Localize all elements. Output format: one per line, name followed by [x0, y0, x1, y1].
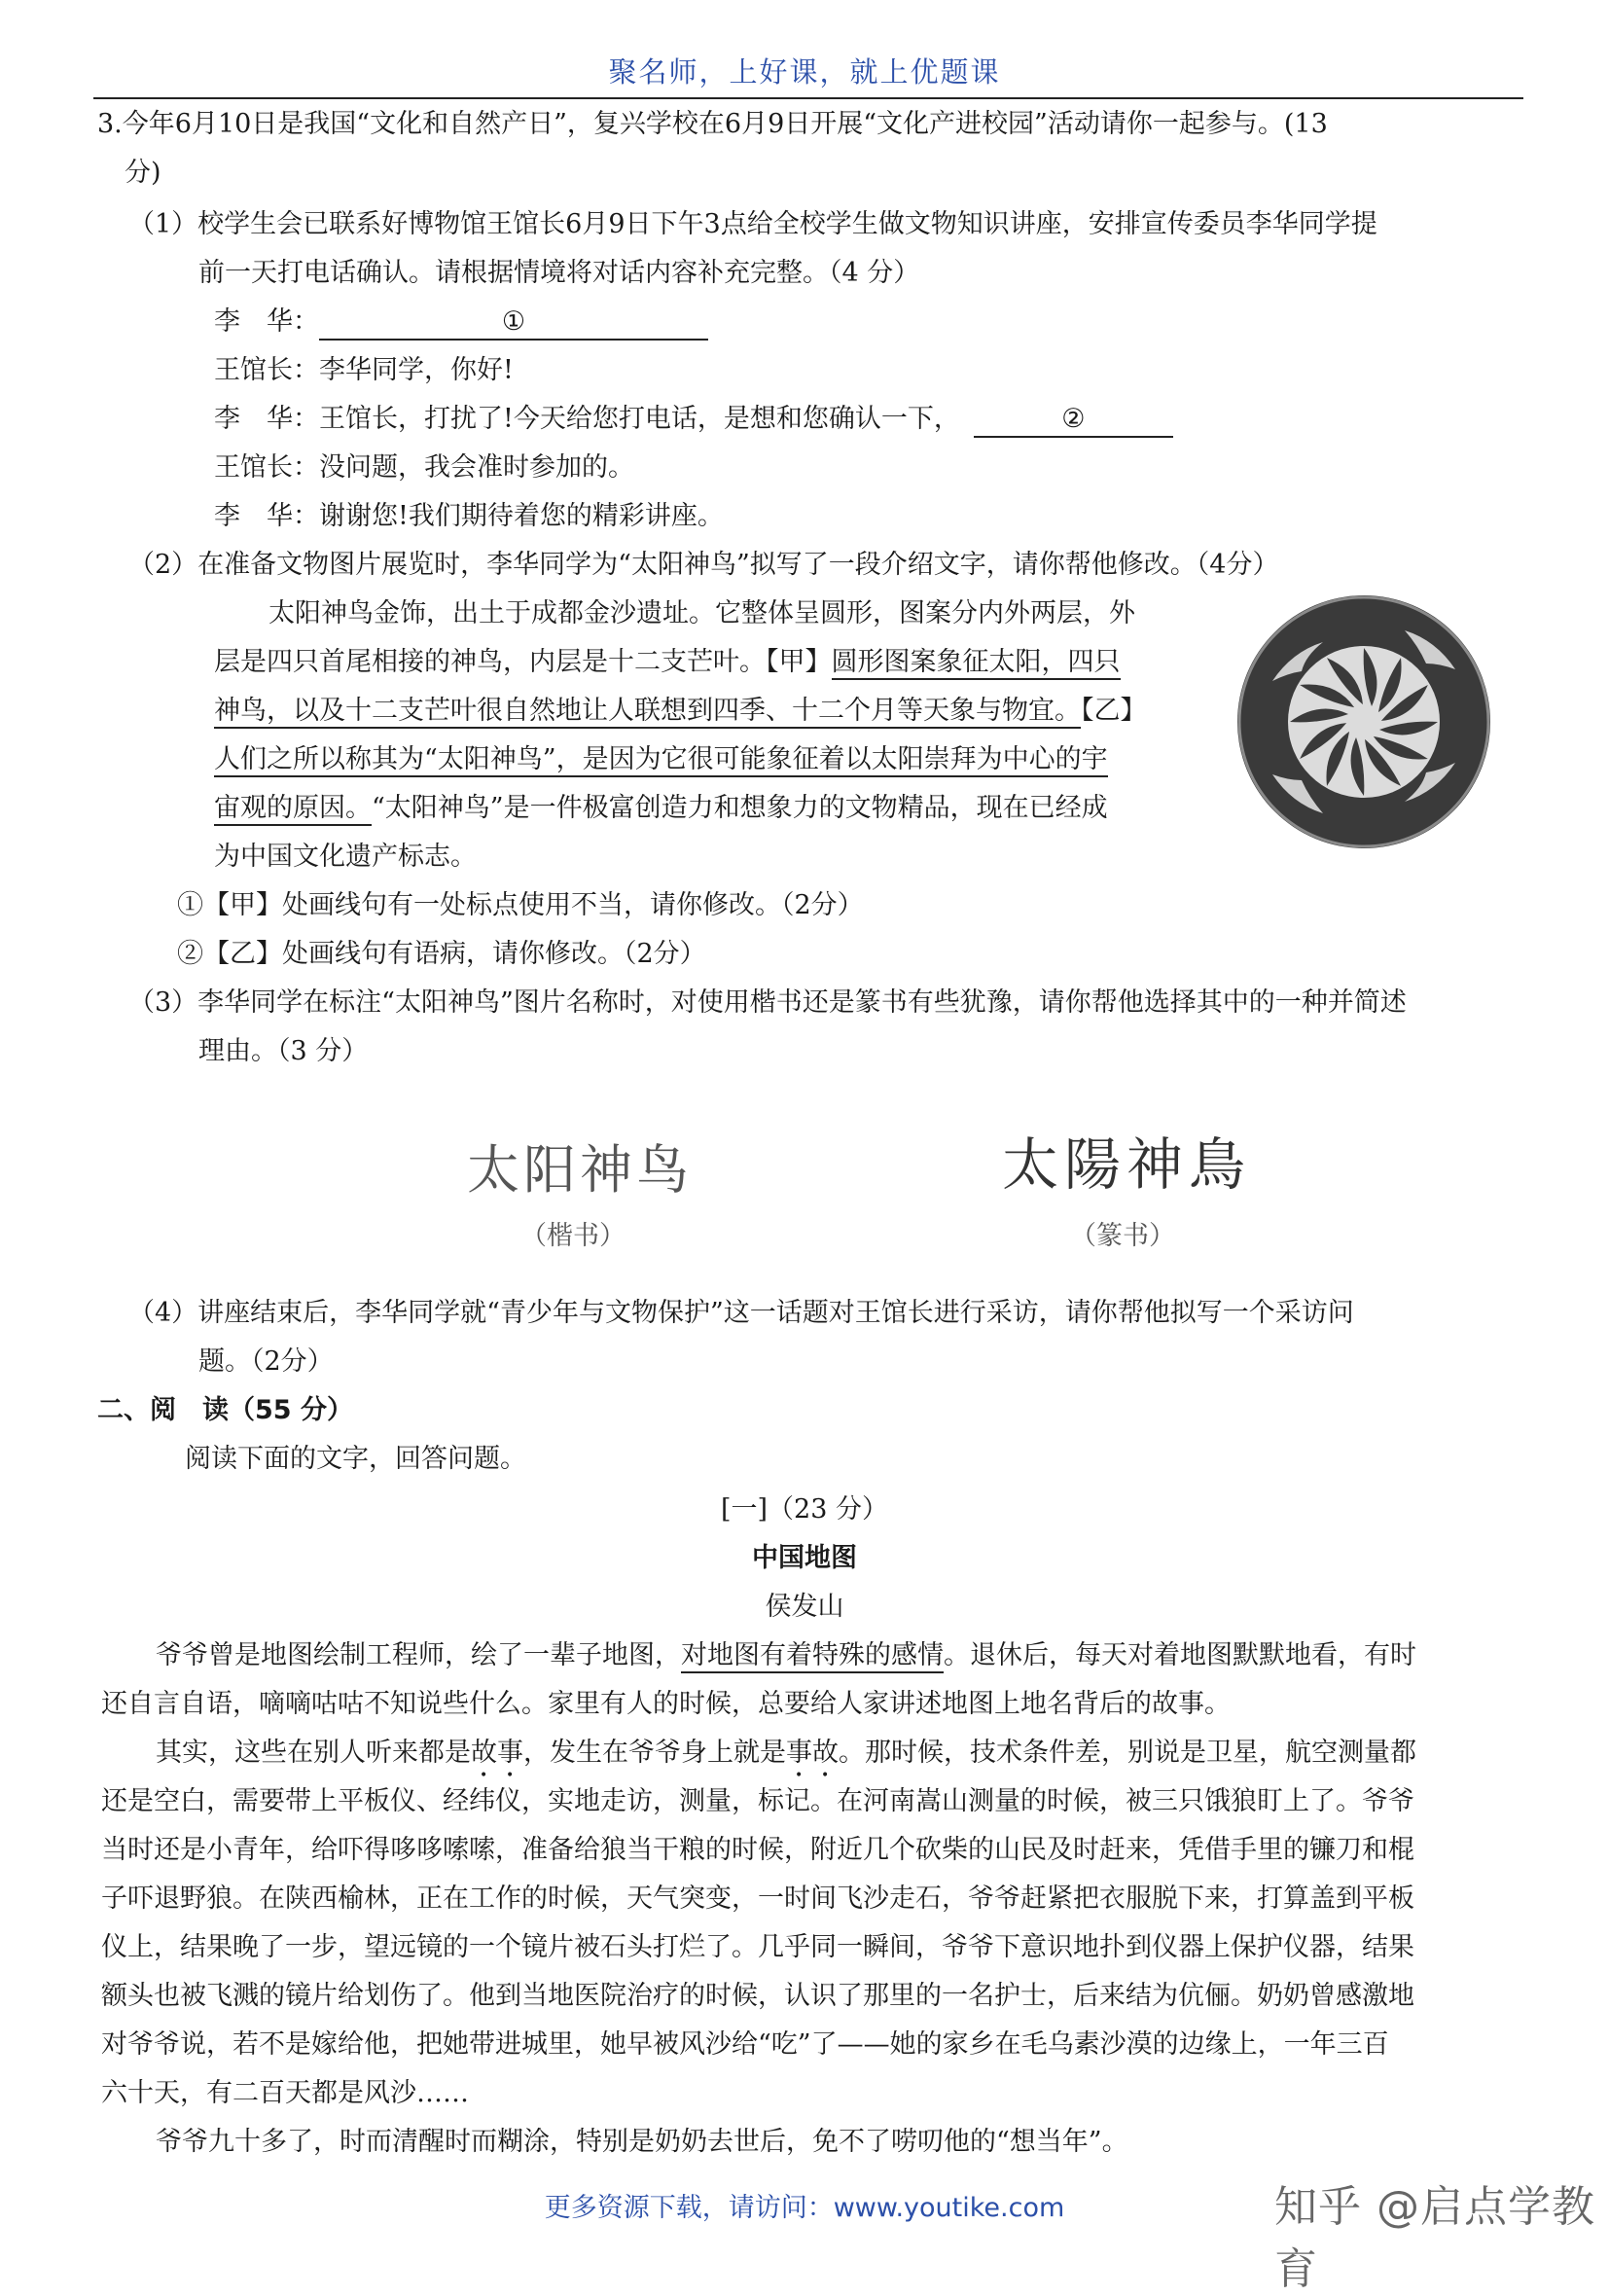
zhuanshu-sample-text: 太陽神鳥: [1002, 1131, 1252, 1198]
q3-stem-line2: 分): [125, 158, 161, 188]
section2-intro: 阅读下面的文字，回答问题。: [185, 1444, 526, 1474]
dialog-line3-text: 李 华：王馆长，打扰了!今天给您打电话，是想和您确认一下，: [214, 404, 960, 434]
dialog-line1: [214, 303, 708, 341]
kaishu-caption: （楷书）: [520, 1221, 626, 1251]
passage-line5: [214, 789, 1108, 828]
para3-line1: 爷爷九十多了，时而清醒时而糊涂，特别是奶奶去世后，免不了唠叨他的“想当年”。: [156, 2127, 1128, 2157]
section2-heading: 二、阅 读（55 分）: [97, 1395, 353, 1425]
article-author: 侯发山: [765, 1592, 844, 1622]
q3-part3-line1: （3）李华同学在标注“太阳神鸟”图片名称时，对使用楷书还是篆书有些犹豫，请你帮他选择其中的一种并简述: [128, 987, 1407, 1018]
marker-yi: 【乙】: [1081, 696, 1147, 726]
underlined-sentence-jia-1: 圆形图案象征太阳，四只: [832, 647, 1121, 680]
passage-line2: [214, 643, 1121, 682]
sun-bird-gold-ornament-image: [1234, 592, 1494, 852]
underlined-phrase-special-feeling: 对地图有着特殊的感情: [681, 1640, 944, 1673]
para2-line6: 额头也被飞溅的镜片给划伤了。他到当地医院治疗的时候，认识了那里的一名护士，后来结为伉俪。奶奶曾感激地: [101, 1981, 1414, 2011]
emphasized-word-gushi: 故事: [471, 1738, 523, 1768]
underlined-sentence-yi-2: 宙观的原因。: [214, 793, 372, 826]
article-title: 中国地图: [752, 1543, 857, 1573]
answer-blank-1[interactable]: ①: [319, 305, 708, 341]
para2-line5: 仪上，结果晚了一步，望远镜的一个镜片被石头打烂了。几乎同一瞬间，爷爷下意识地扑到仪器上保护仪器，结果: [101, 1932, 1414, 1962]
q3-part2-line1: （2）在准备文物图片展览时，李华同学为“太阳神鸟”拟写了一段介绍文字，请你帮他修改。（4分）: [128, 550, 1279, 580]
para1-line1-c: 。退休后，每天对着地图默默地看，有时: [944, 1640, 1416, 1670]
q3-part4-line1: （4）讲座结束后，李华同学就“青少年与文物保护”这一话题对王馆长进行采访，请你帮他拟写一个采访问: [128, 1298, 1354, 1328]
passage-line3: [214, 692, 1147, 731]
header-divider: [93, 97, 1523, 99]
para1-line2: 还自言自语，嘀嘀咕咕不知说些什么。家里有人的时候，总要给人家讲述地图上地名背后的故事。: [101, 1689, 1231, 1719]
passage-line2-a: 层是四只首尾相接的神鸟，内层是十二支芒叶。【甲】: [214, 647, 832, 677]
dialog-line2: 王馆长：李华同学，你好!: [214, 355, 514, 385]
q3-part1-line2: 前一天打电话确认。请根据情境将对话内容补充完整。（4 分）: [198, 258, 920, 288]
para2-line2: 还是空白，需要带上平板仪、经纬仪，实地走访，测量，标记。在河南嵩山测量的时候，被三只饿狼盯上了。爷爷: [101, 1786, 1414, 1816]
dialog-line3: [214, 400, 1173, 439]
para1-line1-a: 爷爷曾是地图绘制工程师，绘了一辈子地图，: [156, 1640, 681, 1670]
sub-question-1: ①【甲】处画线句有一处标点使用不当，请你修改。（2分）: [177, 890, 864, 920]
footer-download-link[interactable]: 更多资源下载，请访问：www.youtike.com: [544, 2193, 1065, 2223]
q3-stem-line1: 3.今年6月10日是我国“文化和自然产日”，复兴学校在6月9日开展“文化产进校园”活动请你一起参与。(13: [97, 109, 1328, 139]
emphasized-word-shigu: 事故: [786, 1738, 839, 1768]
q3-part3-line2: 理由。（3 分）: [198, 1036, 369, 1066]
kaishu-sample-text: 太阳神鸟: [467, 1139, 693, 1201]
para2-line4: 子吓退野狼。在陕西榆林，正在工作的时候，天气突变，一时间飞沙走石，爷爷赶紧把衣服脱下来，打算盖到平板: [101, 1883, 1414, 1914]
zhuanshu-caption: （篆书）: [1070, 1221, 1175, 1251]
q3-part1-line1: （1）校学生会已联系好博物馆王馆长6月9日下午3点给全校学生做文物知识讲座，安排宣传委员李华同学提: [128, 209, 1377, 239]
answer-blank-2[interactable]: ②: [974, 403, 1173, 438]
para2-line1-e: 。那时候，技术条件差，别说是卫星，航空测量都: [839, 1738, 1416, 1768]
passage-line1: 太阳神鸟金饰，出土于成都金沙遗址。它整体呈圆形，图案分内外两层，外: [268, 598, 1135, 628]
q3-part4-line2: 题。（2分）: [198, 1346, 334, 1377]
dialog-line5: 李 华：谢谢您!我们期待着您的精彩讲座。: [214, 501, 724, 531]
para2-line8: 六十天，有二百天都是风沙……: [101, 2078, 469, 2108]
zhihu-watermark: 知乎 @启点学教育: [1274, 2182, 1595, 2294]
dialog-line4: 王馆长：没问题，我会准时参加的。: [214, 452, 634, 483]
para2-line1-c: ，发生在爷爷身上就是: [523, 1738, 786, 1768]
para2-line7: 对爷爷说，若不是嫁给他，把她带进城里，她早被风沙给“吃”了——她的家乡在毛乌素沙漠的边缘上，一年三百: [101, 2029, 1389, 2060]
para2-line1-a: 其实，这些在别人听来都是: [156, 1738, 471, 1768]
para2-line3: 当时还是小青年，给吓得哆哆嗦嗦，准备给狼当干粮的时候，附近几个砍柴的山民及时赶来，凭借手里的镰刀和棍: [101, 1835, 1414, 1865]
passage-line5-b: “太阳神鸟”是一件极富创造力和想象力的文物精品，现在已经成: [372, 793, 1108, 823]
passage-line4: [214, 740, 1108, 779]
sub-question-2: ②【乙】处画线句有语病，请你修改。（2分）: [177, 939, 706, 969]
underlined-sentence-jia-2: 神鸟，以及十二支芒叶很自然地让人联想到四季、十二个月等天象与物宜。: [214, 696, 1081, 729]
part-one-label: [一]（23 分）: [720, 1494, 888, 1525]
header-slogan: 聚名师，上好课，就上优题课: [608, 55, 1001, 89]
passage-line6: 为中国文化遗产标志。: [214, 842, 477, 872]
underlined-sentence-yi-1: 人们之所以称其为“太阳神鸟”，是因为它很可能象征着以太阳崇拜为中心的宇: [214, 744, 1108, 777]
para1-line1: [156, 1636, 1416, 1675]
para2-line1: [156, 1734, 1416, 1783]
dialog-speaker-lihua: 李 华：: [214, 306, 319, 337]
